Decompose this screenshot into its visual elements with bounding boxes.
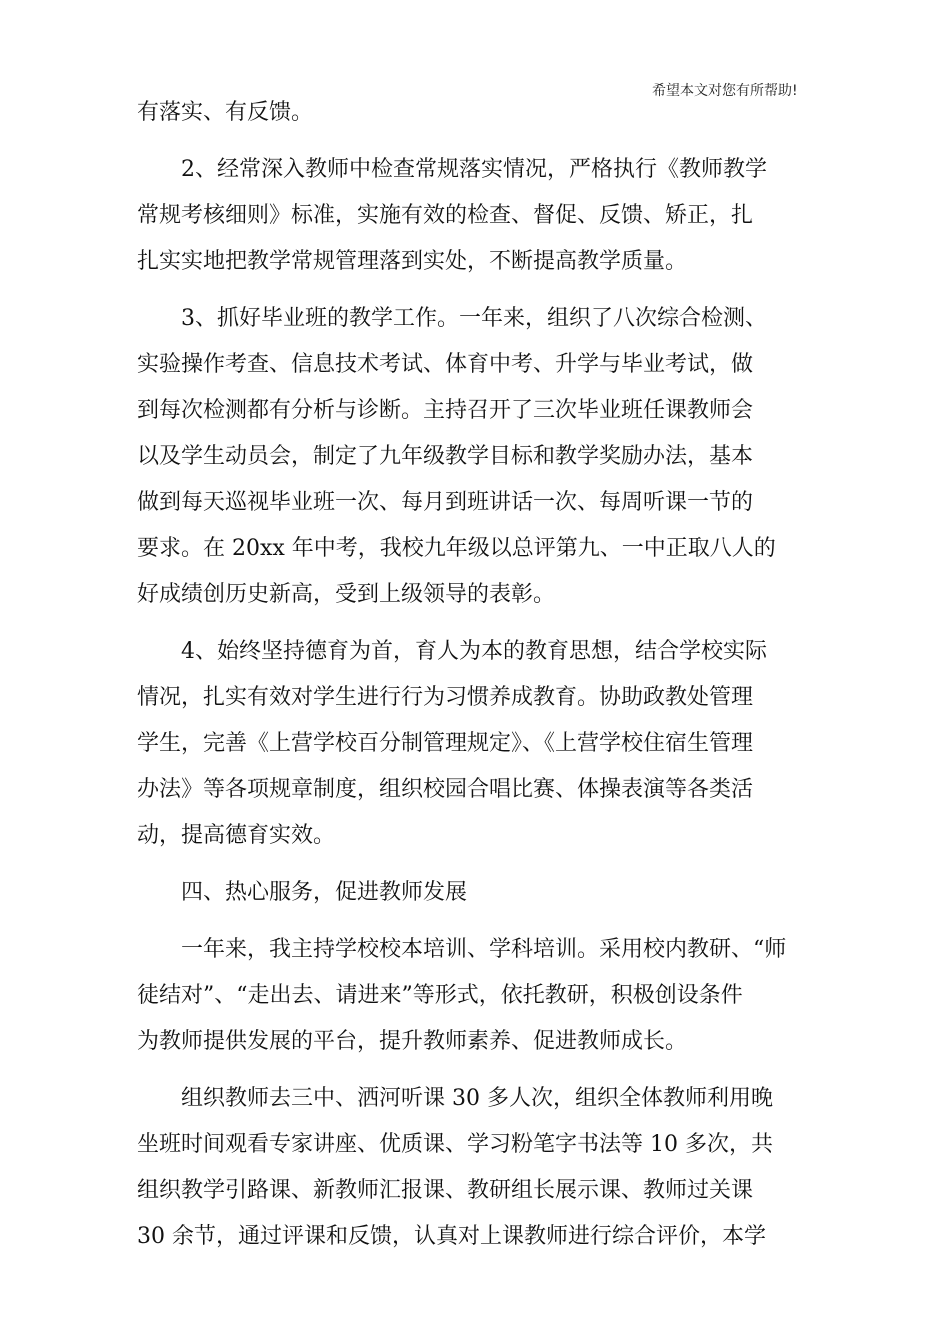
text-line: 为教师提供发展的平台，提升教师素养、促进教师成长。	[137, 1029, 688, 1054]
text-line: 坐班时间观看专家讲座、优质课、学习粉笔字书法等 10 多次，共	[137, 1132, 773, 1157]
text-line: 动，提高德育实效。	[137, 823, 336, 848]
text-line: 要求。在 20xx 年中考，我校九年级以总评第九、一中正取八人的	[137, 536, 776, 561]
text-line: 30 余节，通过评课和反馈，认真对上课教师进行综合评价，本学	[137, 1224, 766, 1249]
paragraph	[137, 147, 817, 285]
text-line: 4、始终坚持德育为首，育人为本的教育思想，结合学校实际	[181, 639, 767, 664]
paragraph	[137, 90, 817, 136]
text-line: 组织教学引路课、新教师汇报课、教研组长展示课、教师过关课	[137, 1178, 754, 1203]
paragraph	[137, 927, 817, 1065]
text-line: 办法》等各项规章制度，组织校园合唱比赛、体操表演等各类活	[137, 777, 754, 802]
text-line: 情况，扎实有效对学生进行行为习惯养成教育。协助政教处管理	[137, 685, 754, 710]
text-line: 2、经常深入教师中检查常规落实情况，严格执行《教师教学	[181, 157, 767, 182]
text-line: 徒结对”、“走出去、请进来”等形式，依托教研，积极创设条件	[137, 983, 743, 1008]
text-line: 学生，完善《上营学校百分制管理规定》、《上营学校住宿生管理	[137, 731, 754, 756]
paragraph	[137, 1076, 817, 1260]
text-line: 实验操作考查、信息技术考试、体育中考、升学与毕业考试，做	[137, 352, 754, 377]
text-line: 有落实、有反馈。	[137, 100, 314, 125]
text-line: 常规考核细则》标准，实施有效的检查、督促、反馈、矫正，扎	[137, 203, 754, 228]
text-line: 到每次检测都有分析与诊断。主持召开了三次毕业班任课教师会	[137, 398, 754, 423]
text-line: 组织教师去三中、洒河听课 30 多人次，组织全体教师利用晚	[181, 1086, 773, 1111]
paragraph	[137, 629, 817, 859]
text-line: 3、抓好毕业班的教学工作。一年来，组织了八次综合检测、	[181, 306, 767, 331]
text-line: 以及学生动员会，制定了九年级教学目标和教学奖励办法，基本	[137, 444, 754, 469]
text-line: 好成绩创历史新高，受到上级领导的表彰。	[137, 582, 556, 607]
section-heading	[137, 870, 817, 916]
document-body	[137, 90, 817, 1260]
text-line: 四、热心服务，促进教师发展	[181, 880, 468, 905]
text-line: 一年来，我主持学校校本培训、学科培训。采用校内教研、“师	[181, 937, 787, 962]
text-line: 扎实实地把教学常规管理落到实处，不断提高教学质量。	[137, 249, 688, 274]
paragraph	[137, 296, 817, 618]
text-line: 做到每天巡视毕业班一次、每月到班讲话一次、每周听课一节的	[137, 490, 754, 515]
header-note: 希望本文对您有所帮助!	[652, 83, 798, 99]
